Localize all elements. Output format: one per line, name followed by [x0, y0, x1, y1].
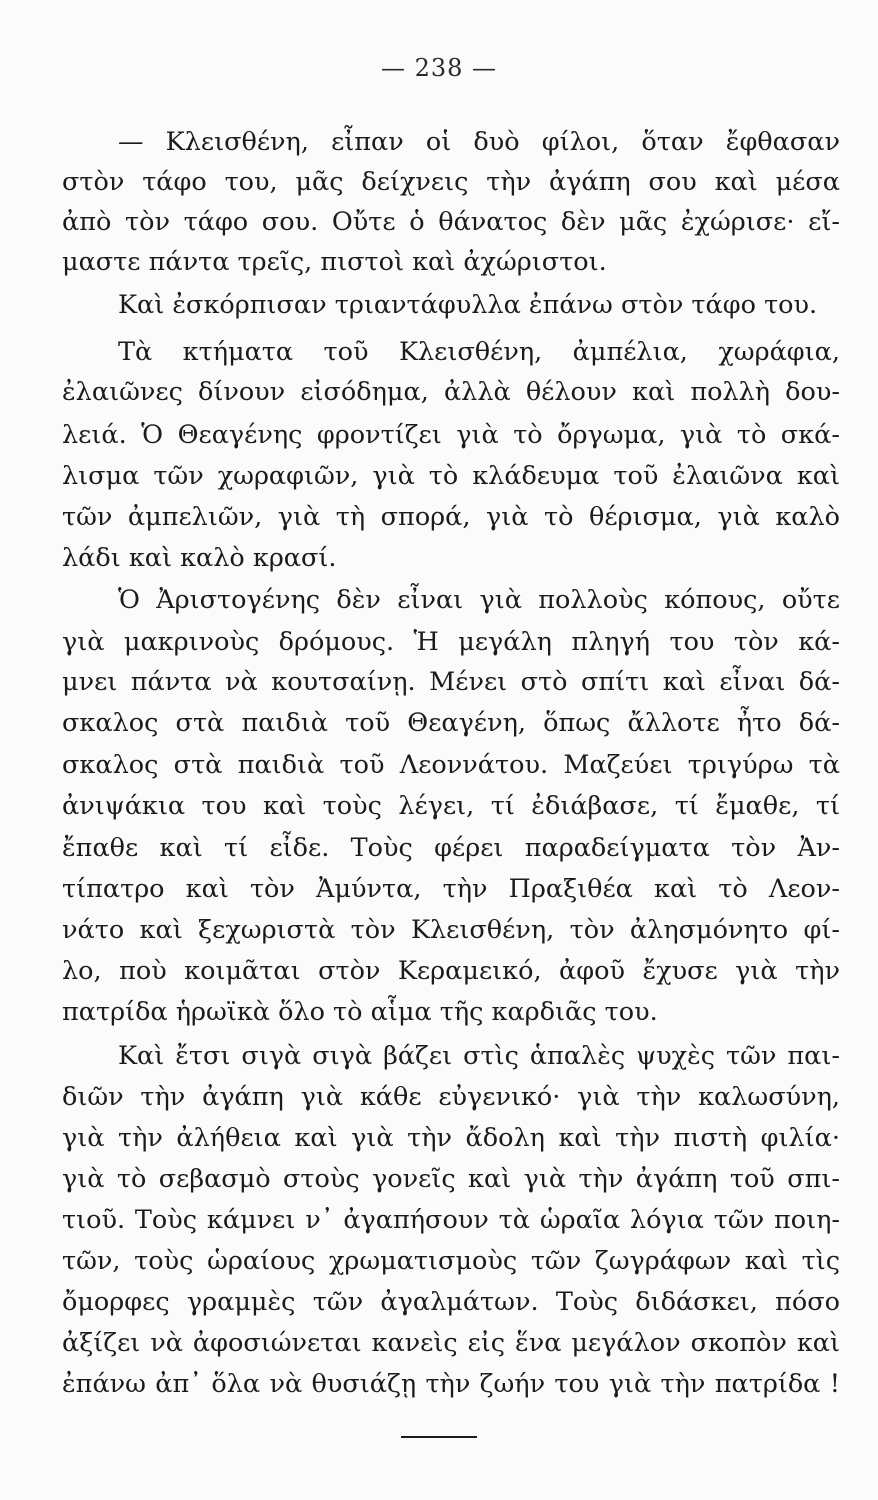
text-line: ἐπάνω ἀπ᾽ ὅλα νὰ θυσιάζῃ τὴν ζωήν του γιὰ τὴν πατρίδα ! — [62, 1369, 840, 1399]
text-line: λο, ποὺ κοιμᾶται στὸν Κεραμεικό, ἀφοῦ ἔχυσε γιὰ τὴν — [62, 956, 840, 986]
text-line: Ὁ Ἀριστογένης δὲν εἶναι γιὰ πολλοὺς κόπους, οὔτε — [118, 585, 840, 615]
text-line: μαστε πάντα τρεῖς, πιστοὶ καὶ ἀχώριστοι. — [62, 247, 607, 277]
text-line: μνει πάντα νὰ κουτσαίνῃ. Μένει στὸ σπίτι καὶ εἶναι δά- — [62, 667, 840, 697]
text-line: ἀνιψάκια του καὶ τοὺς λέγει, τί ἐδιάβασε, τί ἔμαθε, τί — [62, 791, 840, 821]
text-line: γιὰ τὸ σεβασμὸ στοὺς γονεῖς καὶ γιὰ τὴν ἀγάπη τοῦ σπι- — [62, 1164, 840, 1194]
text-line: λάδι καὶ καλὸ κρασί. — [62, 543, 337, 573]
text-line: Καὶ ἔτσι σιγὰ σιγὰ βάζει στὶς ἁπαλὲς ψυχὲς τῶν παι- — [118, 1041, 840, 1071]
text-line: ὄμορφες γραμμὲς τῶν ἀγαλμάτων. Τοὺς διδάσκει, πόσο — [62, 1287, 840, 1317]
end-rule — [401, 1436, 477, 1438]
text-line: λειά. Ὁ Θεαγένης φροντίζει γιὰ τὸ ὄργωμα, γιὰ τὸ σκά- — [62, 420, 840, 450]
text-line: γιὰ μακρινοὺς δρόμους. Ἡ μεγάλη πληγή του τὸν κά- — [62, 627, 840, 657]
text-line: λισμα τῶν χωραφιῶν, γιὰ τὸ κλάδευμα τοῦ ἐλαιῶνα καὶ — [62, 461, 840, 491]
text-line: Τὰ κτήματα τοῦ Κλεισθένη, ἀμπέλια, χωράφια, — [118, 337, 840, 367]
text-line: — Κλεισθένη, εἶπαν οἱ δυὸ φίλοι, ὅταν ἔφθασαν — [118, 127, 840, 157]
text-line: ἀξίζει νὰ ἀφοσιώνεται κανεὶς εἰς ἕνα μεγάλον σκοπὸν καὶ — [62, 1328, 840, 1358]
text-line: ἀπὸ τὸν τάφο σου. Οὔτε ὁ θάνατος δὲν μᾶς ἐχώρισε· εἴ- — [62, 207, 840, 237]
text-line: γιὰ τὴν ἀλήθεια καὶ γιὰ τὴν ἄδολη καὶ τὴν πιστὴ φιλία· — [62, 1123, 840, 1153]
text-line: ἐλαιῶνες δίνουν εἰσόδημα, ἀλλὰ θέλουν καὶ πολλὴ δου- — [62, 377, 840, 407]
text-line: Καὶ ἐσκόρπισαν τριαντάφυλλα ἐπάνω στὸν τάφο του. — [118, 290, 818, 320]
text-line: τῶν ἀμπελιῶν, γιὰ τὴ σπορά, γιὰ τὸ θέρισμα, γιὰ καλὸ — [62, 502, 840, 532]
text-line: πατρίδα ἡρωϊκὰ ὅλο τὸ αἷμα τῆς καρδιᾶς του. — [62, 997, 658, 1027]
text-line: τίπατρο καὶ τὸν Ἀμύντα, τὴν Πραξιθέα καὶ τὸ Λεον- — [62, 874, 840, 904]
text-line: τῶν, τοὺς ὡραίους χρωματισμοὺς τῶν ζωγράφων καὶ τὶς — [62, 1246, 840, 1276]
text-line: ἔπαθε καὶ τί εἶδε. Τοὺς φέρει παραδείγματα τὸν Ἀν- — [62, 833, 840, 863]
text-line: σκαλος στὰ παιδιὰ τοῦ Λεοννάτου. Μαζεύει τριγύρω τὰ — [62, 750, 840, 780]
page-number: — 238 — — [380, 54, 498, 82]
text-line: νάτο καὶ ξεχωριστὰ τὸν Κλεισθένη, τὸν ἀλησμόνητο φί- — [62, 915, 840, 945]
text-line: διῶν τὴν ἀγάπη γιὰ κάθε εὐγενικό· γιὰ τὴν καλωσύνη, — [62, 1082, 840, 1112]
text-line: στὸν τάφο του, μᾶς δείχνεις τὴν ἀγάπη σου καὶ μέσα — [62, 167, 840, 197]
text-line: τιοῦ. Τοὺς κάμνει ν᾽ ἀγαπήσουν τὰ ὡραῖα λόγια τῶν ποιη- — [62, 1205, 840, 1235]
text-line: σκαλος στὰ παιδιὰ τοῦ Θεαγένη, ὅπως ἄλλοτε ἦτο δά- — [62, 708, 840, 738]
